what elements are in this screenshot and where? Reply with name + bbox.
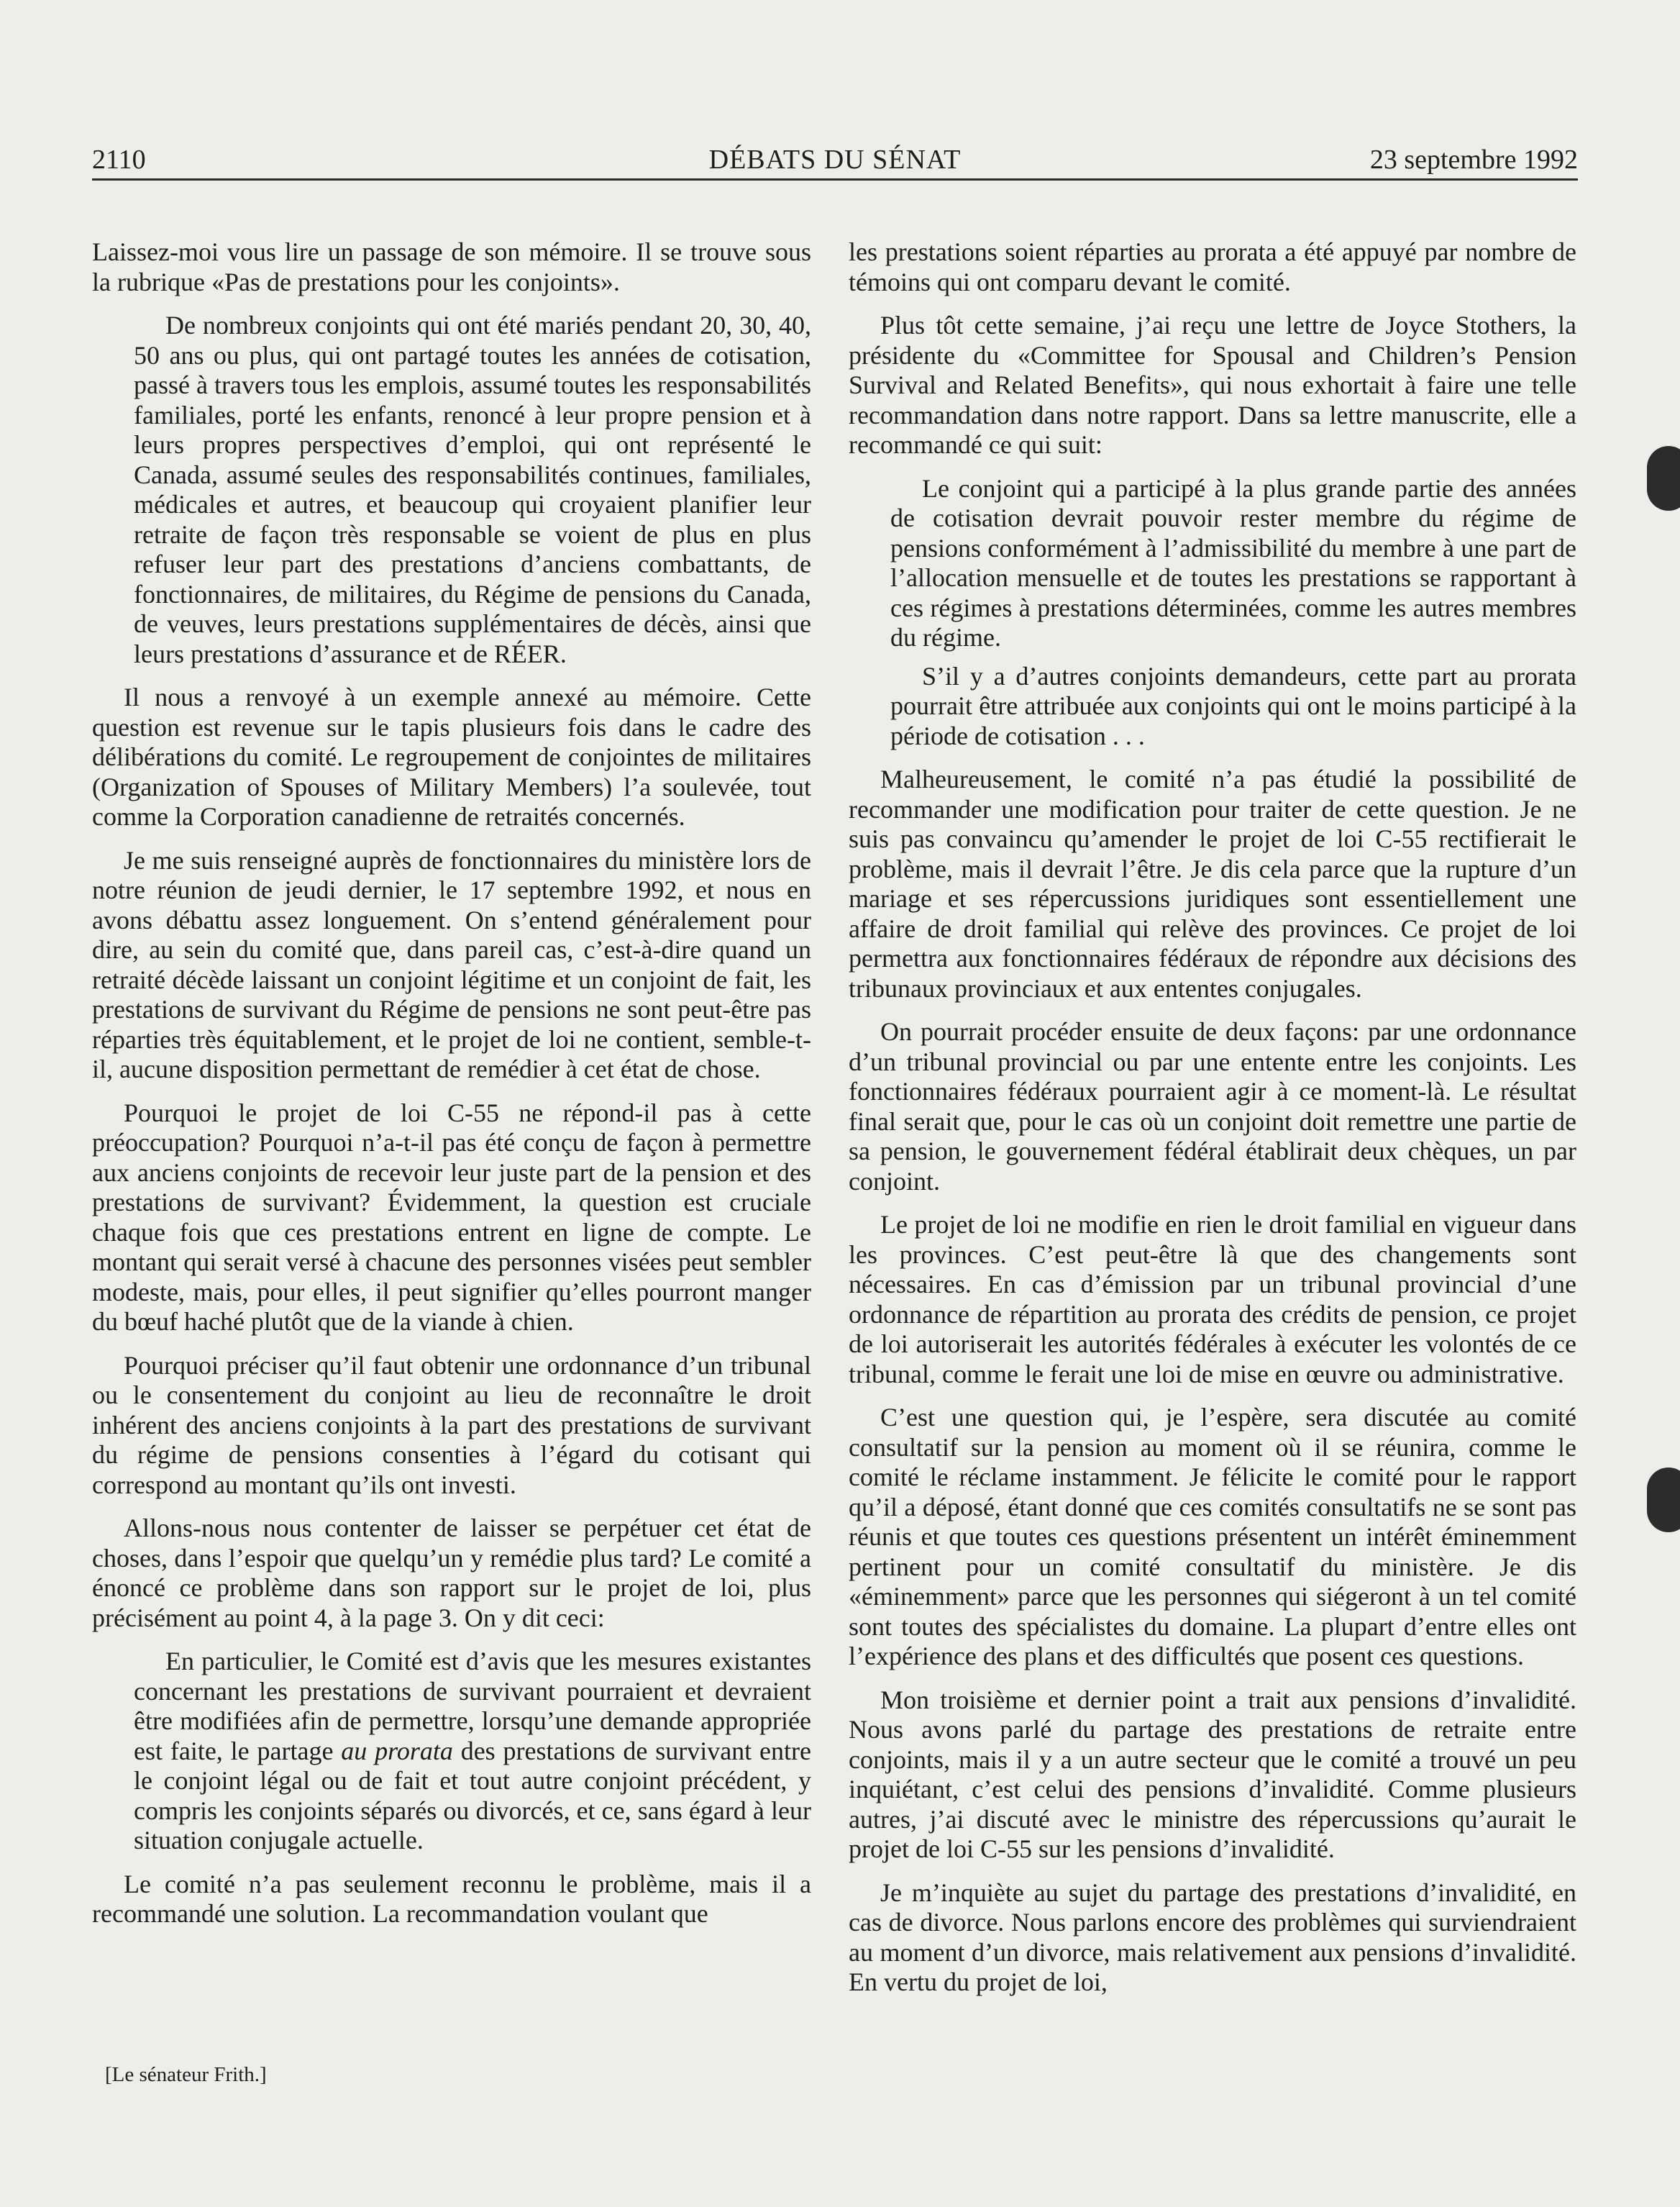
- paragraph: Plus tôt cette semaine, j’ai reçu une lettre de Joyce Stothers, la présidente du «Committee for Spousal and Children’s Pension Survival and Related Benefits», qui nous exhortait à faire une telle recommandation dans notre rapport. Dans sa lettre manuscrite, elle a recommandé ce qui suit:: [849, 311, 1576, 459]
- paragraph: les prestations soient réparties au prorata a été appuyé par nombre de témoins qui ont comparu devant le comité.: [849, 237, 1576, 296]
- page-number: 2110: [92, 145, 146, 175]
- paragraph: Il nous a renvoyé à un exemple annexé au mémoire. Cette question est revenue sur le tapis plusieurs fois dans le cadre des délibérations du comité. Le regroupement de conjointes de militaires (Organization of Spouses of Military Members) l’a soulevée, tout comme la Corporation canadienne de retraités concernés.: [92, 683, 811, 831]
- header-rule: [92, 178, 1578, 181]
- paragraph: Laissez-moi vous lire un passage de son mémoire. Il se trouve sous la rubrique «Pas de prestations pour les conjoints».: [92, 237, 811, 296]
- page-header: [92, 142, 1578, 180]
- left-column: [92, 237, 811, 1943]
- quote-text: des prestations de survivant entre le conjoint légal ou de fait et tout autre conjoint précédent, y compris les conjoints séparés ou divorcés, et ce, sans égard à leur situation conjugale actuelle.: [134, 1736, 811, 1855]
- block-quote: De nombreux conjoints qui ont été mariés pendant 20, 30, 40, 50 ans ou plus, qui ont partagé toutes les années de cotisation, passé à travers tous les emplois, assumé toutes les responsabilités familiales, porté les enfants, renoncé à leur propre pension et à leurs propres perspectives d’emploi, qui ont représenté le Canada, assumé seules des responsabilités continues, familiales, médicales et autres, et beaucoup qui croyaient planifier leur retraite de façon très responsable se voient de plus en plus refuser leur part des prestations d’anciens combattants, de fonctionnaires, de militaires, du Régime de pensions du Canada, de veuves, leurs prestations supplémentaires de décès, ainsi que leurs prestations d’assurance et de RÉER.: [134, 311, 811, 668]
- paragraph: Je me suis renseigné auprès de fonctionnaires du ministère lors de notre réunion de jeudi dernier, le 17 septembre 1992, et nous en avons débattu assez longuement. On s’entend généralement pour dire, au sein du comité que, dans pareil cas, c’est-à-dire quand un retraité décède laissant un conjoint légitime et un conjoint de fait, les prestations de survivant du Régime de pensions ne sont peut-être pas réparties très équitablement, et le projet de loi ne contient, semble-t-il, aucune disposition permettant de remédier à cet état de chose.: [92, 845, 811, 1083]
- paragraph: Le projet de loi ne modifie en rien le droit familial en vigueur dans les provinces. C’est peut-être là que des changements sont nécessaires. En cas d’émission par un tribunal provincial d’une ordonnance de répartition au prorata des crédits de pension, ce projet de loi autoriserait les autorités fédérales à exécuter les volontés de ce tribunal, comme le ferait une loi de mise en œuvre ou administrative.: [849, 1210, 1576, 1388]
- paragraph: C’est une question qui, je l’espère, sera discutée au comité consultatif sur la pension au moment où il se réunira, comme le comité le réclame instamment. Je félicite le comité pour le rapport qu’il a déposé, étant donné que ces comités consultatifs ne se sont pas réunis et que toutes ces questions présentent un intérêt éminemment pertinent pour un comité consultatif du ministère. Je dis «éminemment» parce que les personnes qui siégeront à un tel comité sont toutes des spécialistes du domaine. La plupart d’entre elles ont l’expérience des plans et des difficultés que posent ces questions.: [849, 1403, 1576, 1670]
- paragraph: Malheureusement, le comité n’a pas étudié la possibilité de recommander une modification pour traiter de cette question. Je ne suis pas convaincu qu’amender le projet de loi C-55 rectifierait le problème, mais il devrait l’être. Je dis cela parce que la rupture d’un mariage et ses répercussions juridiques sont essentiellement une affaire de droit familial qui relève des provinces. Ce projet de loi permettra aux fonctionnaires fédéraux de répondre aux décisions des tribunaux provinciaux et aux ententes conjugales.: [849, 765, 1576, 1003]
- paragraph: Je m’inquiète au sujet du partage des prestations d’invalidité, en cas de divorce. Nous parlons encore des problèmes qui surviendraient au moment d’un divorce, mais relativement aux pensions d’invalidité. En vertu du projet de loi,: [849, 1878, 1576, 1996]
- quote-text: En particulier, le Comité est d’avis que les mesures existantes concernant les prestations de survivant pourraient et devraient être modifiées afin de permettre, lorsqu’une demande appropriée est faite, le partage: [134, 1647, 811, 1765]
- paragraph: Pourquoi le projet de loi C-55 ne répond-il pas à cette préoccupation? Pourquoi n’a-t-il pas été conçu de façon à permettre aux anciens conjoints de recevoir leur juste part de la pension et des prestations de survivant? Évidemment, la question est cruciale chaque fois que ces prestations entrent en ligne de compte. Le montant qui serait versé à chacune des personnes visées peut sembler modeste, mais, pour elles, il peut signifier qu’elles pourront manger du bœuf haché plutôt que de la viande à chien.: [92, 1098, 811, 1336]
- right-column: [849, 237, 1576, 2011]
- block-quote: S’il y a d’autres conjoints demandeurs, cette part au prorata pourrait être attribuée aux conjoints qui ont le moins participé à la période de cotisation . . .: [890, 661, 1576, 750]
- paragraph: Allons-nous nous contenter de laisser se perpétuer cet état de choses, dans l’espoir que quelqu’un y remédie plus tard? Le comité a énoncé ce problème dans son rapport sur le projet de loi, plus précisément au point 4, à la page 3. On y dit ceci:: [92, 1514, 811, 1632]
- block-quote: Le conjoint qui a participé à la plus grande partie des années de cotisation devrait pouvoir rester membre du régime de pensions conformément à l’admissibilité du membre à une part de l’allocation mensuelle et de toutes les prestations se rapportant à ces régimes à prestations déterminées, comme les autres membres du régime.: [890, 473, 1576, 652]
- paragraph: On pourrait procéder ensuite de deux façons: par une ordonnance d’un tribunal provincial ou par une entente entre les conjoints. Les fonctionnaires fédéraux pourraient agir à ce moment-là. Le résultat final serait que, pour le cas où un conjoint doit remettre une partie de sa pension, le gouvernement fédéral établirait deux chèques, un par conjoint.: [849, 1017, 1576, 1196]
- page-date: 23 septembre 1992: [1369, 145, 1578, 175]
- speaker-byline: [Le sénateur Frith.]: [105, 2063, 267, 2086]
- binder-hole-mark: [1647, 1467, 1680, 1532]
- paragraph: Le comité n’a pas seulement reconnu le problème, mais il a recommandé une solution. La recommandation voulant que: [92, 1869, 811, 1928]
- italic-term: au prorata: [341, 1736, 453, 1765]
- paragraph: Pourquoi préciser qu’il faut obtenir une ordonnance d’un tribunal ou le consentement du conjoint au lieu de reconnaître le droit inhérent des anciens conjoints à la part des prestations de survivant du régime de pensions consenties à l’égard du cotisant qui correspond au montant qu’ils ont investi.: [92, 1350, 811, 1499]
- block-quote: [134, 1647, 811, 1856]
- paragraph: Mon troisième et dernier point a trait aux pensions d’invalidité. Nous avons parlé du partage des prestations de retraite entre conjoints, mais il y a un autre secteur que le comité a trouvé un peu inquiétant, c’est celui des pensions d’invalidité. Comme plusieurs autres, j’ai discuté avec le ministre des répercussions qu’aurait le projet de loi C-55 sur les pensions d’invalidité.: [849, 1685, 1576, 1863]
- binder-hole-mark: [1647, 446, 1680, 511]
- page-title: DÉBATS DU SÉNAT: [708, 145, 962, 175]
